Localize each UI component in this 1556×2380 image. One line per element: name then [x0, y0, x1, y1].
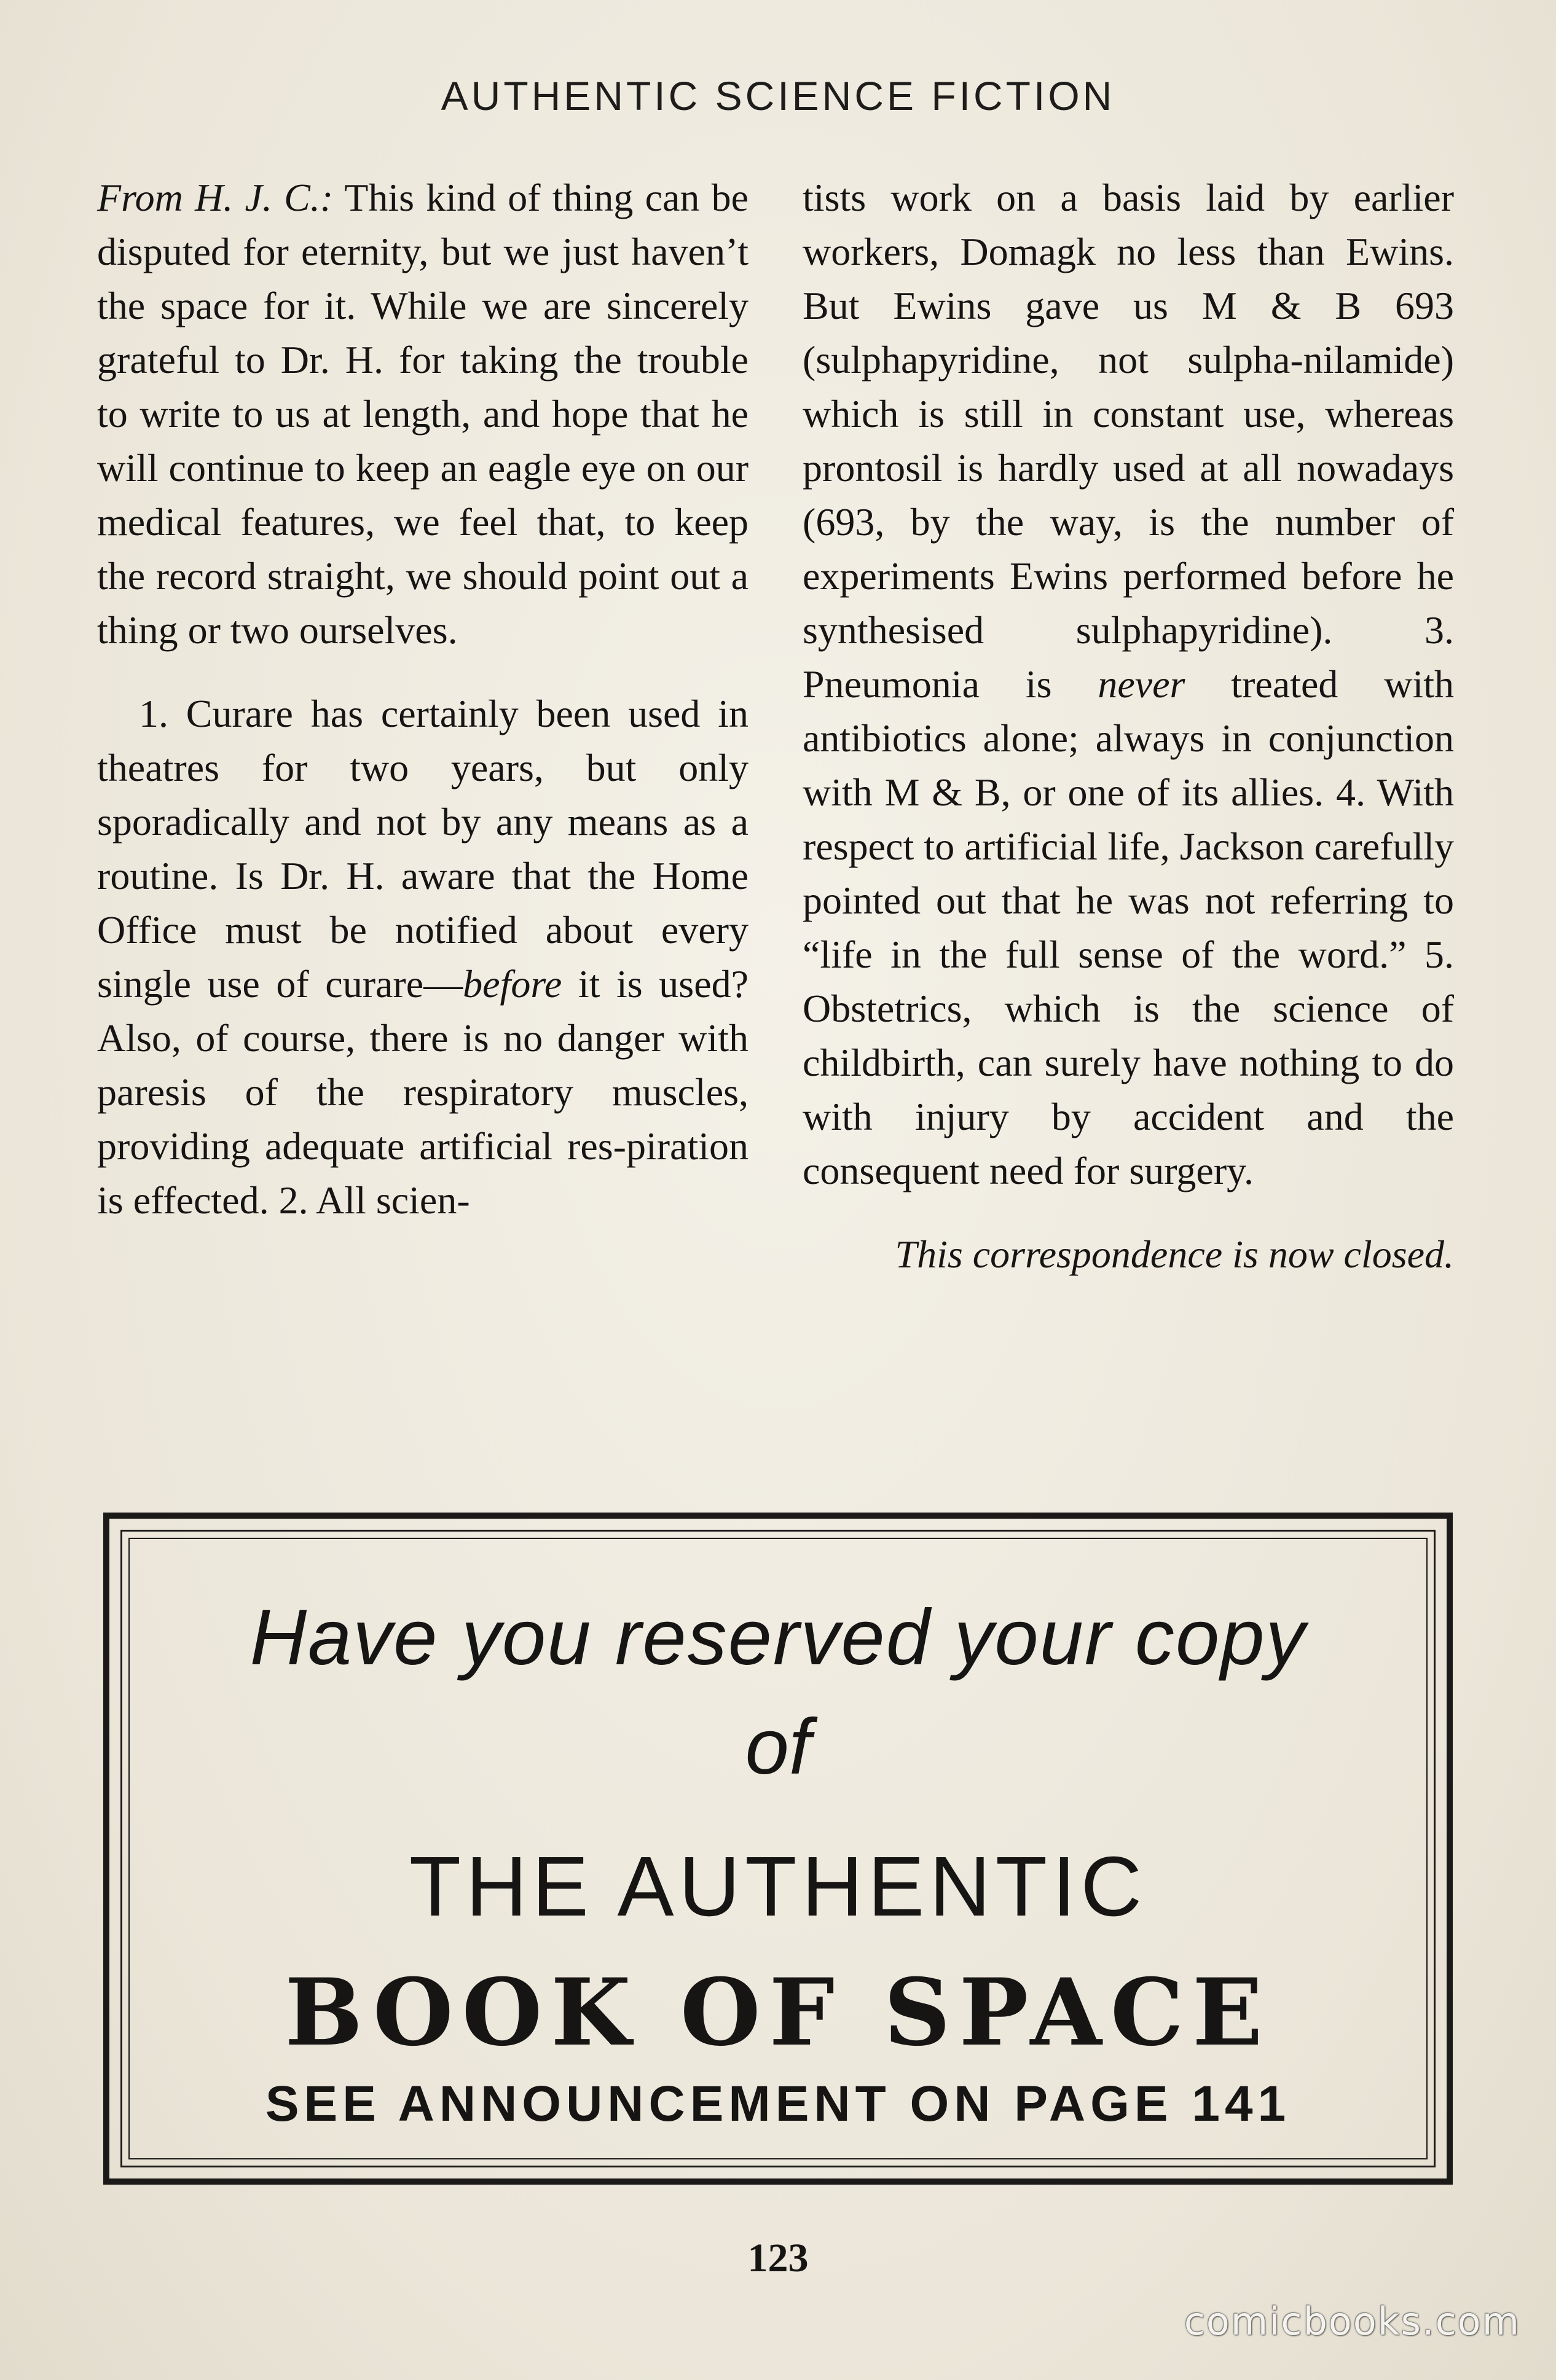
reply-attribution: From H. J. C.: [97, 176, 334, 219]
letters-columns [97, 171, 1454, 1406]
emphasis-before: before [463, 962, 562, 1006]
correspondence-closed: This correspondence is now closed. [895, 1232, 1454, 1276]
page-number: 123 [747, 2236, 809, 2280]
running-head: AUTHENTIC SCIENCE FICTION [441, 73, 1115, 119]
point-1-text: 1. Curare has certainly been used in theatres for two years, but only sporadically and not by any means as a routine. Is Dr. H. aware that the Home Office must be notified about every single use of curare— [97, 692, 749, 1006]
point-2-text: tists work on a basis laid by earlier workers, Domagk no less than Ewins. But Ewins gave us M & B 693 (sulphapyridine, not sulpha-nilamide) which is still in constant use, whereas prontosil is hardly used at all nowadays (693, by the way, is the number of experiments Ewins performed before he synthesised sulphapyridine). 3. Pneumonia is [803, 176, 1454, 706]
watermark-logo: comicbooks.com [1184, 2299, 1520, 2344]
ad-headline: Have you reserved your copy [250, 1594, 1306, 1681]
reply-points-continued [803, 171, 1454, 1198]
points-3-5-text: treated with antibiotics alone; always in conjunction with M & B, or one of its allies. 4. With respect to artificial life, Jackson carefully pointed out that he was not referring to “life in the full sense of the word.” 5. Obstetrics, which is the science of childbirth, can surely have nothing to do with injury by accident and the consequent need for surgery. [803, 662, 1454, 1192]
reply-intro-paragraph [97, 171, 749, 657]
reply-intro-text: This kind of thing can be disputed for eternity, but we just haven’t the space for it. While we are sincerely grateful to Dr. H. for taking the trouble to write to us at length, and hope that he will continue to keep an eagle eye on our medical features, we feel that, to keep the record straight, we should point out a thing or two ourselves. [97, 176, 749, 652]
right-column [803, 171, 1454, 1406]
ad-headline-of: of [745, 1703, 811, 1791]
reply-points-paragraph [97, 687, 749, 1227]
left-column [97, 171, 749, 1406]
ad-book-title-line2: BOOK OF SPACE [285, 1959, 1271, 2067]
advertisement-box [103, 1513, 1453, 2185]
emphasis-never: never [1098, 662, 1185, 706]
ad-announcement: SEE ANNOUNCEMENT ON PAGE 141 [265, 2076, 1291, 2132]
ad-book-title-line1: THE AUTHENTIC [409, 1839, 1147, 1934]
point-1-continued: it is used? Also, of course, there is no danger with paresis of the respiratory muscles, providing adequate artificial res-piration is effected. 2. All scien- [97, 962, 749, 1222]
